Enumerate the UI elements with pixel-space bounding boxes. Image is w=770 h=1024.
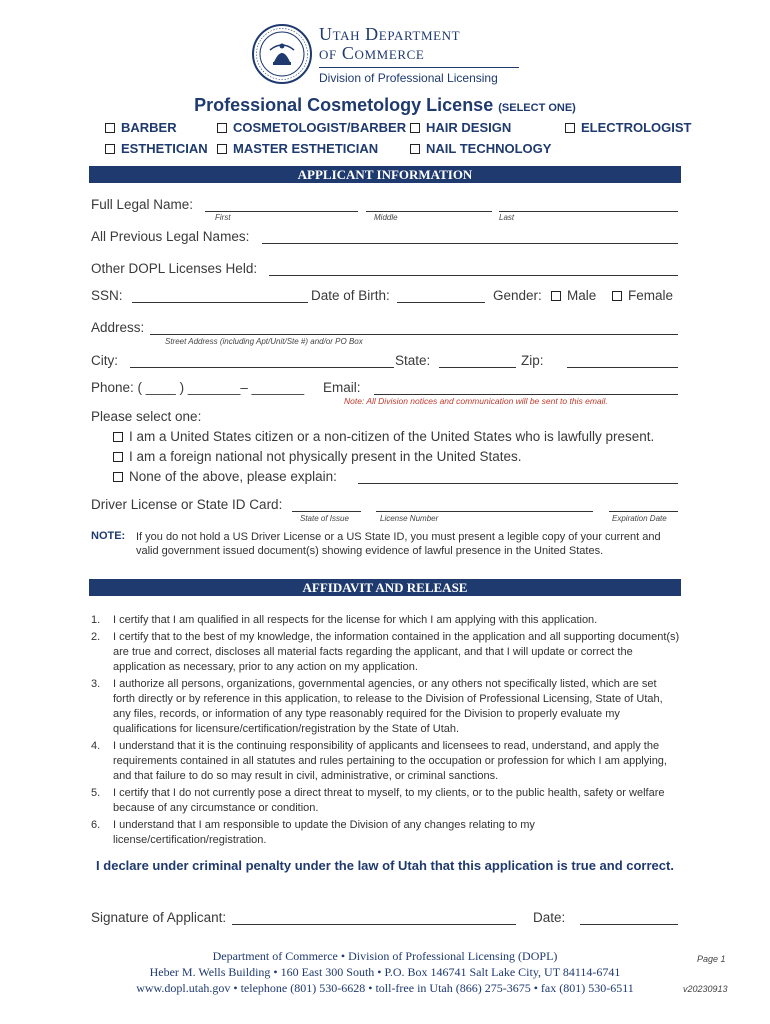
- phone-label[interactable]: Phone: ( ____ ) _______– _______: [91, 380, 305, 395]
- affidavit-item: 3. I authorize all persons, organizations, governmental agencies, or any others not specifically listed, which are set forth directly or by reference in this application, to release to the Division of Professional Licensing, State of Utah, any files, records, or information of any type reasonably required for the Division to properly evaluate my qualifications for licensure/certification/registration by the State of Utah.: [91, 678, 663, 735]
- checkbox[interactable]: [217, 144, 227, 154]
- citizenship-option-foreign[interactable]: [113, 449, 521, 464]
- option-label: ESTHETICIAN: [121, 141, 208, 156]
- option-label: COSMETOLOGIST/BARBER: [233, 120, 407, 135]
- gender-male-label: Male: [567, 288, 597, 303]
- version-code: v20230913: [683, 984, 728, 994]
- page-number: Page 1: [697, 954, 726, 964]
- date-field[interactable]: [580, 924, 678, 925]
- form-title-sub: (SELECT ONE): [498, 102, 576, 114]
- gender-female-label: Female: [628, 288, 674, 303]
- checkbox[interactable]: [113, 452, 123, 462]
- middle-name-field[interactable]: [366, 211, 492, 212]
- full-name-label: Full Legal Name:: [91, 197, 194, 212]
- agency-line-1: Utah Department: [319, 24, 461, 44]
- division-name: Division of Professional Licensing: [319, 71, 498, 85]
- checkbox[interactable]: [113, 432, 123, 442]
- note-text: If you do not hold a US Driver License or a US State ID, you must present a legible copy of your current and valid government issued document(s) showing evidence of lawful presence in the United States.: [136, 531, 661, 557]
- previous-names-field[interactable]: [262, 243, 678, 244]
- dl-state-hint: State of Issue: [300, 514, 349, 523]
- affidavit-item-text: I certify that to the best of my knowledge, the information contained in the application and all supporting document(s) are true and correct, discloses all material facts regarding the applicant, and that I will update or correct the application as necessary, prior to any action on my application.: [113, 631, 680, 673]
- form-title-text: Professional Cosmetology License: [194, 95, 494, 115]
- footer-line-2: Heber M. Wells Building • 160 East 300 South • P.O. Box 146741 Salt Lake City, UT 84114-6741: [149, 965, 621, 979]
- citizenship-option-label: I am a foreign national not physically present in the United States.: [129, 449, 522, 464]
- checkbox[interactable]: [551, 291, 561, 301]
- option-barber[interactable]: [105, 120, 177, 135]
- affidavit-item: 4. I understand that it is the continuing responsibility of applicants and licensees to read, understand, and apply the requirements contained in all statutes and rules pertaining to the occupation or profession for which I am applying, and that failure to do so may result in civil, administrative, or criminal sanctions.: [91, 740, 667, 782]
- address-field[interactable]: [150, 334, 678, 335]
- signature-field[interactable]: [232, 924, 516, 925]
- dl-expiration-hint: Expiration Date: [612, 514, 667, 523]
- email-label: Email:: [323, 380, 361, 395]
- zip-label: Zip:: [521, 353, 544, 368]
- dl-number-hint: License Number: [380, 514, 439, 523]
- dl-expiration-field[interactable]: [609, 511, 678, 512]
- last-name-field[interactable]: [499, 211, 678, 212]
- declaration-text: I declare under criminal penalty under the law of Utah that this application is true and correct.: [96, 858, 674, 873]
- citizenship-option-label: I am a United States citizen or a non-citizen of the United States who is lawfully present.: [129, 429, 655, 444]
- explain-field[interactable]: [358, 483, 678, 484]
- option-label: NAIL TECHNOLOGY: [426, 141, 552, 156]
- date-label: Date:: [533, 910, 566, 925]
- agency-name: [319, 25, 519, 85]
- affidavit-item-text: I understand that I am responsible to update the Division of any changes relating to my license/certification/registration.: [113, 819, 535, 846]
- option-label: BARBER: [121, 120, 177, 135]
- address-label: Address:: [91, 320, 145, 335]
- other-licenses-label: Other DOPL Licenses Held:: [91, 261, 258, 276]
- checkbox[interactable]: [565, 123, 575, 133]
- agency-line-2: of Commerce: [319, 43, 425, 63]
- city-label: City:: [91, 353, 118, 368]
- checkbox[interactable]: [410, 144, 420, 154]
- other-licenses-field[interactable]: [269, 275, 678, 276]
- checkbox[interactable]: [105, 123, 115, 133]
- affidavit-item: 6. I understand that I am responsible to update the Division of any changes relating to my license/certification/registration.: [91, 819, 535, 846]
- dl-label: Driver License or State ID Card:: [91, 497, 283, 512]
- section-header-affidavit: AFFIDAVIT AND RELEASE: [89, 579, 681, 596]
- select-one-label: Please select one:: [91, 409, 202, 424]
- state-field[interactable]: [439, 367, 516, 368]
- citizenship-option-none[interactable]: [113, 469, 337, 484]
- dl-number-field[interactable]: [376, 511, 593, 512]
- zip-field[interactable]: [567, 367, 678, 368]
- citizenship-option-label: None of the above, please explain:: [129, 469, 337, 484]
- form-title: [0, 95, 770, 116]
- option-nail-technology[interactable]: [410, 141, 551, 156]
- city-field[interactable]: [130, 367, 394, 368]
- gender-label: Gender:: [493, 288, 542, 303]
- utah-state-seal-icon: [252, 24, 312, 84]
- option-cosmetologist-barber[interactable]: [217, 120, 406, 135]
- affidavit-item: 2. I certify that to the best of my knowledge, the information contained in the application and all supporting document(s) are true and correct, discloses all material facts regarding the applicant, and that I will update or correct the application as necessary, prior to any action on my application.: [91, 631, 680, 673]
- previous-names-label: All Previous Legal Names:: [91, 229, 250, 244]
- agency-divider: [319, 67, 519, 68]
- checkbox[interactable]: [612, 291, 622, 301]
- option-hair-design[interactable]: [410, 120, 511, 135]
- checkbox[interactable]: [410, 123, 420, 133]
- affidavit-list: [91, 613, 681, 850]
- footer-line-1: Department of Commerce • Division of Professional Licensing (DOPL): [212, 949, 558, 963]
- affidavit-item-text: I understand that it is the continuing responsibility of applicants and licensees to read, understand, and apply the requirements contained in all statutes and rules pertaining to the occupation or profession for which I am applying, and that failure to do so may result in civil, administrative, or criminal sanctions.: [113, 740, 667, 782]
- checkbox[interactable]: [113, 472, 123, 482]
- middle-name-hint: Middle: [374, 213, 398, 222]
- option-esthetician[interactable]: [105, 141, 208, 156]
- gender-male-option[interactable]: [551, 288, 596, 303]
- ssn-label: SSN:: [91, 288, 123, 303]
- email-note: Note: All Division notices and communication will be sent to this email.: [344, 396, 608, 406]
- last-name-hint: Last: [499, 213, 515, 222]
- affidavit-item-text: I authorize all persons, organizations, governmental agencies, or any others not specifically listed, which are set forth directly or by reference in this application, to release to the Division of Professional Licensing, State of Utah, any files, records, or information of any type reasonably required for the Division to properly evaluate my qualifications for licensure/certification/registration by the State of Utah.: [113, 678, 663, 735]
- signature-label: Signature of Applicant:: [91, 910, 227, 925]
- checkbox[interactable]: [105, 144, 115, 154]
- dob-field[interactable]: [397, 302, 485, 303]
- email-field[interactable]: [374, 394, 678, 395]
- state-label: State:: [395, 353, 431, 368]
- option-master-esthetician[interactable]: [217, 141, 378, 156]
- dob-label: Date of Birth:: [311, 288, 390, 303]
- citizenship-option-us[interactable]: [113, 429, 654, 444]
- ssn-field[interactable]: [132, 302, 308, 303]
- first-name-field[interactable]: [205, 211, 358, 212]
- affidavit-item: 1. I certify that I am qualified in all respects for the license for which I am applying with this application.: [91, 614, 598, 626]
- section-header-applicant: APPLICANT INFORMATION: [89, 166, 681, 183]
- checkbox[interactable]: [217, 123, 227, 133]
- note-label: NOTE:: [91, 530, 126, 542]
- first-name-hint: First: [215, 213, 231, 222]
- affidavit-item-text: I certify that I do not currently pose a direct threat to myself, to my clients, or to the public health, safety or welfare because of any circumstance or condition.: [113, 787, 665, 814]
- affidavit-item-text: I certify that I am qualified in all respects for the license for which I am applying with this application.: [113, 614, 598, 626]
- address-hint: Street Address (including Apt/Unit/Ste #) and/or PO Box: [165, 337, 363, 346]
- footer-line-3: www.dopl.utah.gov • telephone (801) 530-6628 • toll-free in Utah (866) 275-3675 • fax (801) 530-6511: [136, 981, 634, 995]
- option-label: ELECTROLOGIST: [581, 120, 692, 135]
- affidavit-item: 5. I certify that I do not currently pose a direct threat to myself, to my clients, or to the public health, safety or welfare because of any circumstance or condition.: [91, 787, 665, 814]
- dl-state-field[interactable]: [292, 511, 361, 512]
- option-electrologist[interactable]: [565, 120, 692, 135]
- gender-female-option[interactable]: [612, 288, 673, 303]
- option-label: MASTER ESTHETICIAN: [233, 141, 379, 156]
- option-label: HAIR DESIGN: [426, 120, 512, 135]
